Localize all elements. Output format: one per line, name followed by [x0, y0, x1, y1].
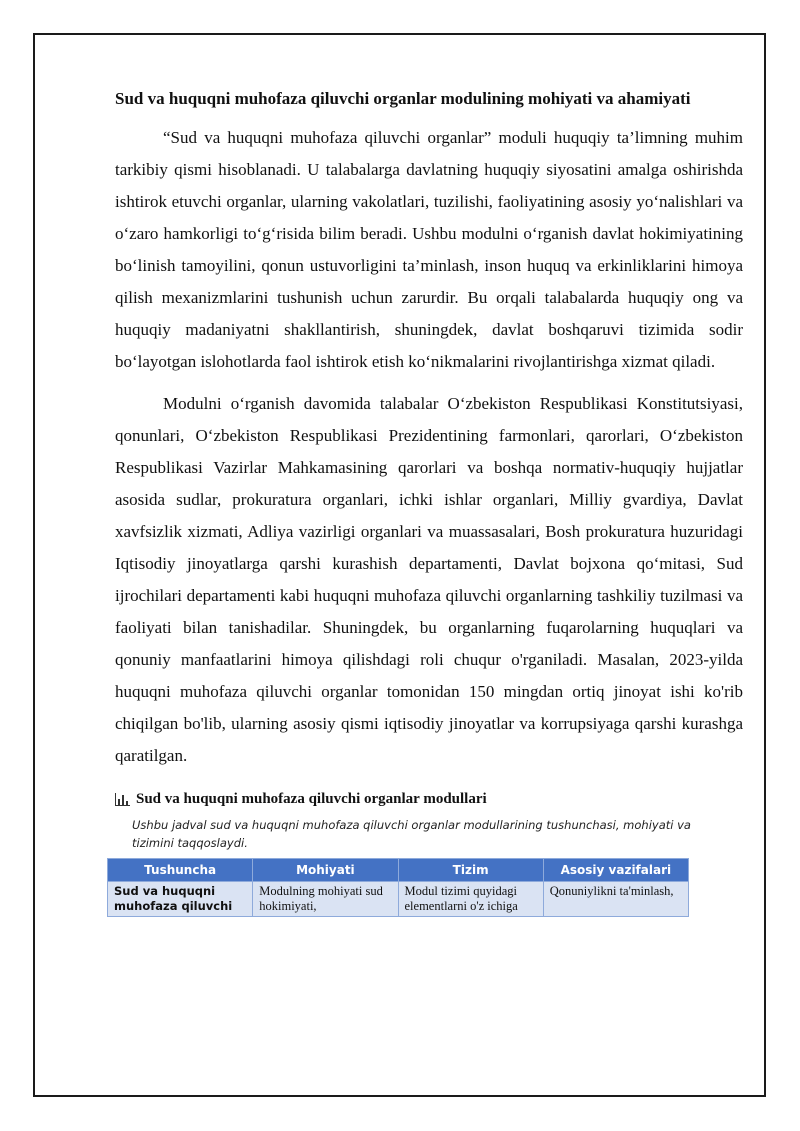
document-body: [115, 86, 743, 917]
header-tizim: Tizim: [398, 859, 543, 882]
header-tushuncha: Tushuncha: [108, 859, 253, 882]
paragraph-2: Modulni o‘rganish davomida talabalar O‘zbekiston Respublikasi Konstitutsiyasi, qonunlari, O‘zbekiston Respublikasi Prezidentining farmonlari, qarorlari, O‘zbekiston Respublikasi Vazirlar Mahkamasining qarorlari va boshqa normativ-huquqiy hujjatlar asosida sudlar, prokuratura organlari, ichki ishlar organlari, Milliy gvardiya, Davlat xavfsizlik xizmati, Adliya vazirligi organlari va muassasalari, Bosh prokuratura huzuridagi Iqtisodiy jinoyatlarga qarshi kurashish departamenti, Davlat bojxona qo‘mitasi, Sud ijrochilari departamenti kabi huquqni muhofaza qiluvchi organlarning tashkiliy tuzilmasi va faoliyati bilan tanishadilar. Shuningdek, bu organlarning fuqarolarning huquqlari va qonuniy manfaatlarini himoya qilishdagi roli chuqur o'rganiladi. Masalan, 2023-yilda huquqni muhofaza qiluvchi organlar tomonidan 150 mingdan ortiq jinoyat ishi ko'rib chiqilgan bo'lib, ularning asosiy qismi iqtisodiy jinoyatlar va korrupsiyaga qarshi kurashga qaratilgan.: [115, 394, 743, 765]
cell-vazifalari: Qonuniylikni ta'minlash,: [543, 882, 688, 917]
table-row: [108, 882, 689, 917]
header-asosiy-vazifalari: Asosiy vazifalari: [543, 859, 688, 882]
table-description: Ushbu jadval sud va huquqni muhofaza qiluvchi organlar modullarining tushunchasi, mohiyati va tizimini taqqoslaydi.: [132, 818, 691, 850]
bar-chart-icon: [115, 793, 130, 806]
cell-tushuncha: Sud va huquqni muhofaza qiluvchi: [108, 882, 253, 917]
table-title: Sud va huquqni muhofaza qiluvchi organlar modullari: [136, 791, 487, 807]
cell-tizim: Modul tizimi quyidagi elementlarni o'z ichiga: [398, 882, 543, 917]
table-header-row: [108, 859, 689, 882]
comparison-table: [107, 858, 689, 917]
paragraph-1: “Sud va huquqni muhofaza qiluvchi organlar” moduli huquqiy ta’limning muhim tarkibiy qismi hisoblanadi. U talabalarga davlatning huquqiy siyosatini amalga oshirishda ishtirok etuvchi organlar, ularning vakolatlari, tuzilishi, faoliyatining asosiy yo‘nalishlari va o‘zaro hamkorligi to‘g‘risida bilim beradi. Ushbu modulni o‘rganish davlat hokimiyatining bo‘linish tamoyilini, qonun ustuvorligini ta’minlash, inson huquq va erkinliklarini himoya qilish mexanizmlarini tushunish uchun zarurdir. Bu orqali talabalarda huquqiy ong va huquqiy madaniyatni shakllantirish, shuningdek, davlat boshqaruvi tizimida sodir bo‘layotgan islohotlarda faol ishtirok etish ko‘nikmalarini rivojlantirishga xizmat qiladi.: [115, 128, 743, 371]
section-heading: Sud va huquqni muhofaza qiluvchi organlar modulining mohiyati va ahamiyati: [115, 89, 691, 108]
cell-mohiyati: Modulning mohiyati sud hokimiyati,: [253, 882, 398, 917]
header-mohiyati: Mohiyati: [253, 859, 398, 882]
table-title-row: [115, 788, 743, 810]
